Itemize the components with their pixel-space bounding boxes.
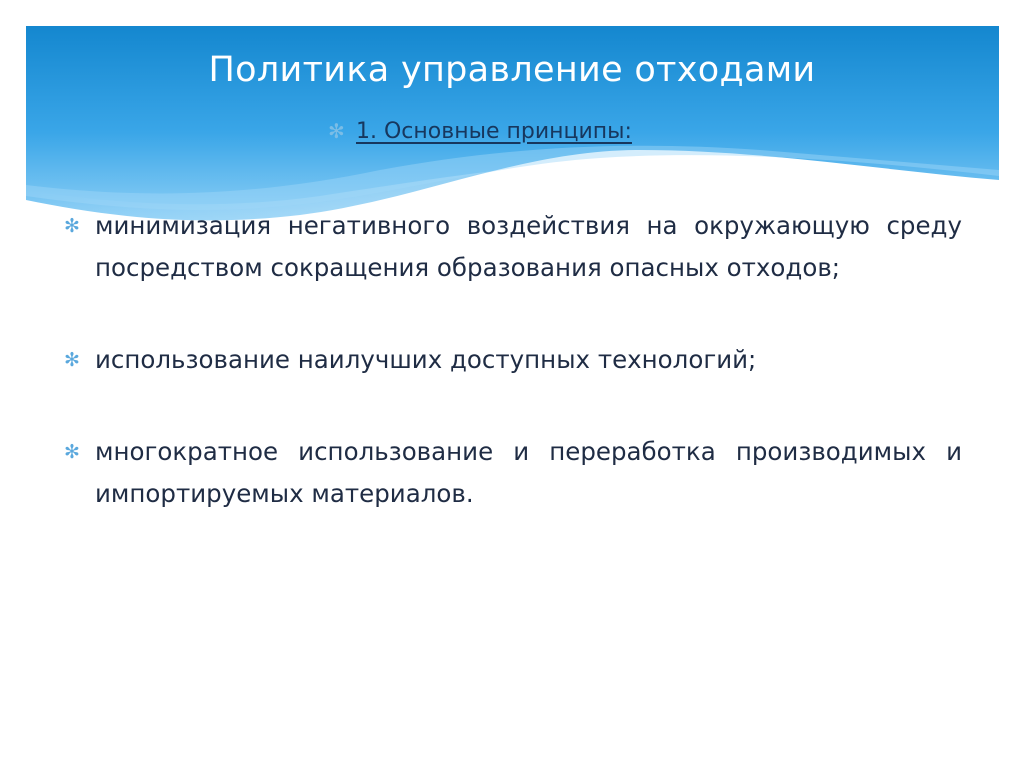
list-item [64, 431, 962, 515]
list-item-text: использование наилучших доступных технологий; [95, 345, 757, 374]
principles-list [64, 205, 962, 515]
list-item-text: многократное использование и переработка производимых и импортируемых материалов. [95, 437, 962, 508]
list-item [64, 205, 962, 289]
list-item [64, 339, 962, 381]
asterisk-bullet-icon: ✻ [328, 119, 345, 143]
asterisk-bullet-icon: ✻ [64, 349, 80, 371]
asterisk-bullet-icon: ✻ [64, 441, 80, 463]
list-item-text: минимизация негативного воздействия на окружающую среду посредством сокращения образования опасных отходов; [95, 211, 962, 282]
subtitle-link[interactable]: 1. Основные принципы: [356, 118, 632, 144]
subtitle-row [328, 116, 632, 146]
asterisk-bullet-icon: ✻ [64, 215, 80, 237]
slide-title: Политика управление отходами [208, 50, 816, 90]
